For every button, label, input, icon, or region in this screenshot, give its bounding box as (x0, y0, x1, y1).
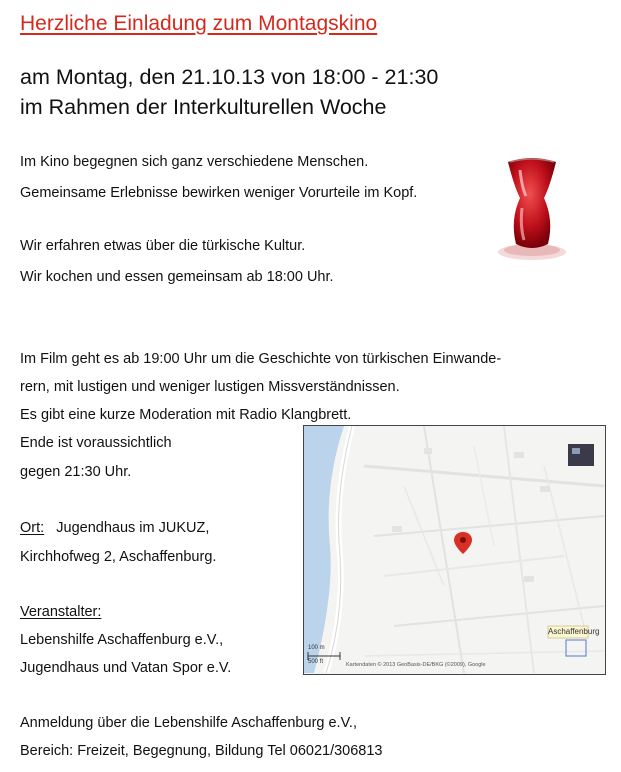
registration-line-1: Anmeldung über die Lebenshilfe Aschaffenburg e.V., (20, 715, 357, 731)
flyer-title: Herzliche Einladung zum Montagskino (20, 12, 378, 35)
intro-line-2: Gemeinsame Erlebnisse bewirken weniger Vorurteile im Kopf. (20, 185, 418, 201)
film-line-2: rern, mit lustigen und weniger lustigen Missverständnissen. (20, 379, 400, 395)
organizer-line-1: Lebenshilfe Aschaffenburg e.V., (20, 632, 224, 648)
organizer-label: Veranstalter: (20, 604, 102, 620)
map-scale-bottom: 500 ft (308, 659, 324, 665)
location-map[interactable] (303, 425, 606, 675)
location-name: Jugendhaus im JUKUZ, (56, 520, 210, 536)
intro-line-1: Im Kino begegnen sich ganz verschiedene Menschen. (20, 154, 369, 170)
date-line: am Montag, den 21.10.13 von 18:00 - 21:30 (20, 65, 439, 89)
location-line (20, 520, 209, 536)
culture-line-2: Wir kochen und essen gemeinsam ab 18:00 Uhr. (20, 269, 334, 285)
culture-line-1: Wir erfahren etwas über die türkische Kultur. (20, 238, 306, 254)
film-line-1: Im Film geht es ab 19:00 Uhr um die Geschichte von türkischen Einwande- (20, 351, 502, 367)
map-scale-top: 100 m (308, 645, 325, 651)
organizer-line-2: Jugendhaus und Vatan Spor e.V. (20, 660, 232, 676)
context-line: im Rahmen der Interkulturellen Woche (20, 95, 387, 119)
map-town-label: Aschaffenburg (548, 627, 600, 636)
film-line-3: Es gibt eine kurze Moderation mit Radio Klangbrett. (20, 407, 352, 423)
map-attribution: Kartendaten © 2013 GeoBasis-DE/BKG (©2009), Google (346, 662, 486, 668)
registration-line-2: Bereich: Freizeit, Begegnung, Bildung Tel 06021/306813 (20, 743, 383, 759)
film-line-5: gegen 21:30 Uhr. (20, 464, 132, 480)
location-label: Ort: (20, 520, 45, 536)
tea-glass-icon (488, 148, 574, 263)
location-address: Kirchhofweg 2, Aschaffenburg. (20, 549, 217, 565)
film-line-4: Ende ist voraussichtlich (20, 435, 172, 451)
